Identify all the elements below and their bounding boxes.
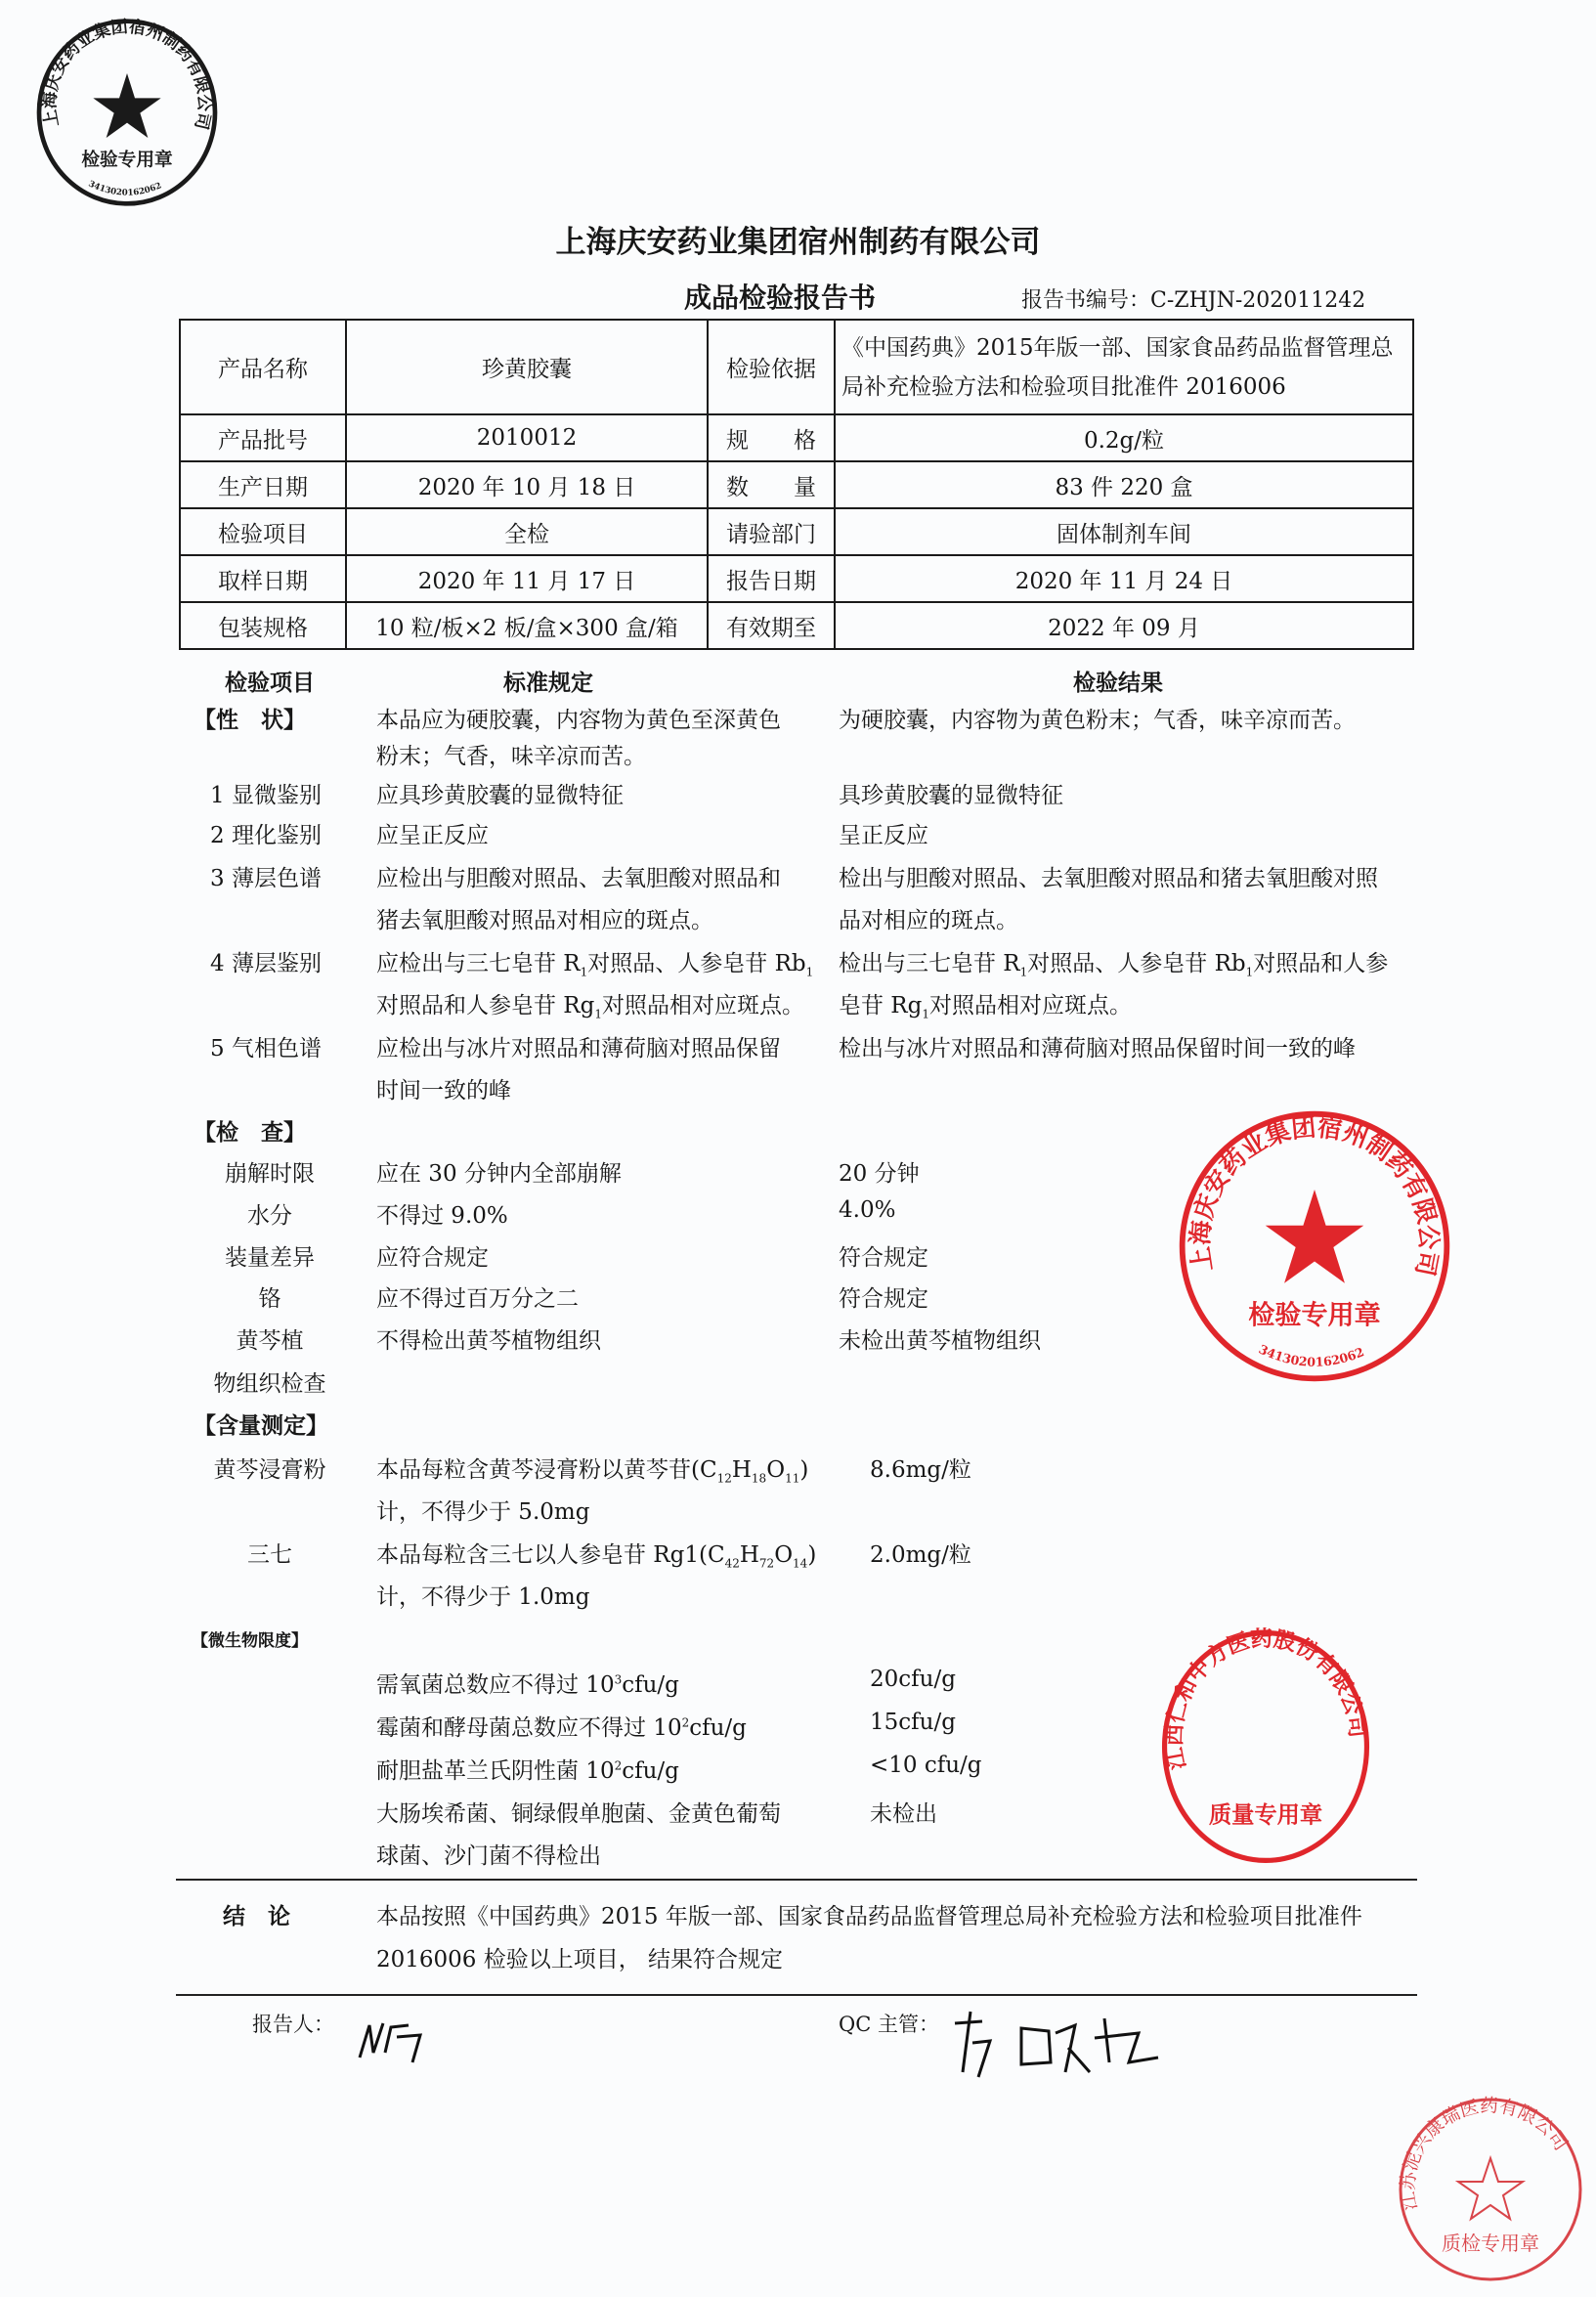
- text-part: 耐胆盐革兰氏阴性菌 10: [376, 1758, 615, 1784]
- standard-text: 应符合规定: [376, 1245, 489, 1271]
- standard-text: 应检出与冰片对照品和薄荷脑对照品保留: [376, 1036, 781, 1062]
- text-part: 对照品相对应斑点。: [602, 993, 804, 1018]
- subscript: 11: [785, 1471, 800, 1486]
- item-label: 3 薄层色谱: [210, 866, 322, 891]
- result-text: 20 分钟: [839, 1161, 920, 1187]
- standard-text: 应呈正反应: [376, 823, 489, 848]
- subscript: 1: [594, 1007, 602, 1021]
- report-date-label: 报告日期: [708, 555, 835, 602]
- expiry-label: 有效期至: [708, 602, 835, 649]
- stamp-ring-text: 上海庆安药业集团宿州制药有限公司: [40, 17, 214, 132]
- spec: 0.2g/粒: [835, 414, 1413, 461]
- stamp-center-text: 质量专用章: [1208, 1801, 1323, 1829]
- sample-date: 2020 年 11 月 17 日: [346, 555, 708, 602]
- superscript: 2: [614, 1758, 623, 1773]
- stamp-ring-text: 江苏泥兴康瑞医药有限公司: [1397, 2095, 1573, 2212]
- standard-text: [376, 1753, 679, 1785]
- standard-text: [376, 1537, 816, 1569]
- text-part: 检出与三七皂苷 R: [839, 951, 1020, 976]
- conclusion-text: 本品按照《中国药典》2015 年版一部、国家食品药品监督管理总局补充检验方法和检验项目批准件: [376, 1904, 1362, 1929]
- text-part: 应检出与三七皂苷 R: [376, 951, 581, 976]
- subscript: 72: [758, 1556, 775, 1571]
- section-micro: 【微生物限度】: [192, 1631, 308, 1651]
- result-text: 2.0mg/粒: [870, 1542, 971, 1568]
- subscript: 1: [1019, 965, 1028, 979]
- subscript: 1: [1245, 965, 1254, 979]
- item-label: 崩解时限: [225, 1161, 315, 1187]
- svg-text:3413020162062: [87, 179, 163, 197]
- text-part: 霉菌和酵母菌总数应不得过 10: [376, 1715, 682, 1741]
- divider: [176, 1994, 1417, 1996]
- item-label: 1 显微鉴别: [210, 783, 322, 808]
- text-part: 本品每粒含三七以人参皂苷 Rg1(C: [376, 1542, 725, 1568]
- subscript: 42: [724, 1556, 740, 1571]
- result-text: 符合规定: [839, 1286, 928, 1312]
- mfg-date-label: 生产日期: [180, 461, 346, 508]
- report-number-value: C-ZHJN-202011242: [1150, 288, 1366, 313]
- standard-text: 不得检出黄芩植物组织: [376, 1328, 601, 1354]
- qc-signature: [943, 2004, 1168, 2087]
- standard-text: [376, 987, 804, 1019]
- superscript: 3: [614, 1672, 623, 1687]
- conclusion-text: 2016006 检验以上项目， 结果符合规定: [376, 1947, 784, 1972]
- standard-text: [376, 1667, 679, 1699]
- batch: 2010012: [346, 414, 708, 461]
- result-text: 呈正反应: [839, 823, 928, 848]
- col-result-header: 检验结果: [1073, 670, 1163, 696]
- item-label: 装量差异: [225, 1245, 315, 1271]
- black-inspection-stamp: [29, 15, 225, 210]
- standard-text: 大肠埃希菌、铜绿假单胞菌、金黄色葡萄: [376, 1801, 781, 1827]
- result-text: 8.6mg/粒: [870, 1457, 971, 1483]
- col-item-header: 检验项目: [225, 670, 315, 696]
- report-number-label: 报告书编号：: [1021, 288, 1151, 313]
- text-part: 皂苷 Rg: [839, 993, 923, 1018]
- result-text: 品对相应的斑点。: [839, 908, 1018, 933]
- subscript: 1: [805, 965, 814, 979]
- svg-text:江苏泥兴康瑞医药有限公司: [1398, 2095, 1573, 2212]
- product-info-table: [179, 319, 1414, 650]
- result-text: 15cfu/g: [870, 1710, 956, 1735]
- basis-line: 《中国药典》2015年版一部、国家食品药品监督管理总: [841, 334, 1394, 361]
- item-label: 黄芩植: [236, 1328, 304, 1354]
- text-part: 需氧菌总数应不得过 10: [376, 1672, 615, 1698]
- standard-text: 球菌、沙门菌不得检出: [376, 1843, 601, 1869]
- package: 10 粒/板×2 板/盒×300 盒/箱: [346, 602, 708, 649]
- stamp-ring-text: 上海庆安药业集团宿州制药有限公司: [1185, 1111, 1445, 1279]
- text-part: 对照品和人参皂苷 Rg: [376, 993, 595, 1018]
- standard-text: 应在 30 分钟内全部崩解: [376, 1161, 622, 1187]
- mfg-date: 2020 年 10 月 18 日: [346, 461, 708, 508]
- dept-label: 请验部门: [708, 508, 835, 555]
- stamp-code-text: 3413020162062: [1256, 1341, 1366, 1369]
- svg-text:江西仁和中方医药股份有限公司: [1161, 1626, 1369, 1772]
- result-text: 检出与冰片对照品和薄荷脑对照品保留时间一致的峰: [839, 1036, 1356, 1062]
- standard-text: 本品应为硬胶囊，内容物为黄色至深黄色: [376, 708, 781, 733]
- item-label: 三七: [247, 1542, 292, 1568]
- standard-text: 猪去氧胆酸对照品对相应的斑点。: [376, 908, 713, 933]
- standard-text: 时间一致的峰: [376, 1078, 511, 1104]
- basis-line: 局补充检验方法和检验项目批准件 2016006: [841, 373, 1286, 400]
- text-part: cfu/g: [622, 1758, 679, 1784]
- divider: [176, 1879, 1417, 1881]
- item-label: 铬: [258, 1286, 281, 1312]
- red-inspection-stamp: [1173, 1105, 1456, 1388]
- result-text: 未检出黄芩植物组织: [839, 1328, 1041, 1354]
- result-text: 具珍黄胶囊的显微特征: [839, 783, 1063, 808]
- text-part: ): [799, 1457, 809, 1483]
- text-part: O: [774, 1542, 794, 1568]
- text-part: 对照品和人参: [1253, 951, 1389, 976]
- reporter-signature: [352, 2014, 440, 2072]
- section-assay: 【含量测定】: [194, 1412, 328, 1439]
- result-text: [839, 945, 1388, 977]
- result-text: 未检出: [870, 1801, 937, 1827]
- item-label: 物组织检查: [213, 1371, 326, 1397]
- subscript: 18: [751, 1471, 767, 1486]
- standard-text: 粉末；气香，味辛凉而苦。: [376, 744, 646, 769]
- subscript: 12: [716, 1471, 732, 1486]
- result-text: 4.0%: [839, 1197, 896, 1223]
- text-part: ): [807, 1542, 817, 1568]
- stamp-ring-text: 江西仁和中方医药股份有限公司: [1161, 1625, 1370, 1772]
- subscript: 14: [793, 1556, 808, 1571]
- item-label: 2 理化鉴别: [210, 823, 322, 848]
- stamp-center-text: 检验专用章: [1248, 1300, 1381, 1331]
- dept: 固体制剂车间: [835, 508, 1413, 555]
- result-text: [839, 987, 1132, 1019]
- red-quality-stamp: [1153, 1625, 1378, 1869]
- standard-text: 计，不得少于 1.0mg: [376, 1584, 590, 1610]
- item-label: 4 薄层鉴别: [210, 951, 322, 976]
- basis-label: 检验依据: [708, 320, 835, 414]
- company-name: 上海庆安药业集团宿州制药有限公司: [555, 225, 1041, 260]
- items: 全检: [346, 508, 708, 555]
- standard-text: 应具珍黄胶囊的显微特征: [376, 783, 624, 808]
- col-standard-header: 标准规定: [503, 670, 593, 696]
- stamp-center-text: 质检专用章: [1442, 2232, 1539, 2255]
- text-part: 本品每粒含黄芩浸膏粉以黄芩苷(C: [376, 1457, 717, 1483]
- red-qc-stamp: [1393, 2092, 1588, 2287]
- result-text: 符合规定: [839, 1245, 928, 1271]
- items-label: 检验项目: [180, 508, 346, 555]
- item-label: 水分: [247, 1203, 292, 1229]
- package-label: 包装规格: [180, 602, 346, 649]
- superscript: 2: [681, 1715, 690, 1730]
- text-part: O: [766, 1457, 786, 1483]
- report-title: 成品检验报告书: [684, 282, 877, 314]
- result-text: 为硬胶囊，内容物为黄色粉末；气香，味辛凉而苦。: [839, 708, 1356, 733]
- product-name-label: 产品名称: [180, 320, 346, 414]
- batch-label: 产品批号: [180, 414, 346, 461]
- report-date: 2020 年 11 月 24 日: [835, 555, 1413, 602]
- expiry: 2022 年 09 月: [835, 602, 1413, 649]
- qc-label: QC 主管：: [839, 2013, 939, 2036]
- standard-text: [376, 945, 813, 977]
- text-part: 对照品、人参皂苷 Rb: [1027, 951, 1246, 976]
- result-text: <10 cfu/g: [870, 1753, 982, 1778]
- subscript: 1: [580, 965, 588, 979]
- product-name: 珍黄胶囊: [346, 320, 708, 414]
- text-part: 对照品相对应斑点。: [929, 993, 1132, 1018]
- text-part: cfu/g: [689, 1715, 747, 1741]
- standard-text: 应不得过百万分之二: [376, 1286, 579, 1312]
- reporter-label: 报告人：: [252, 2013, 334, 2036]
- text-part: 对照品、人参皂苷 Rb: [587, 951, 806, 976]
- result-text: 检出与胆酸对照品、去氧胆酸对照品和猪去氧胆酸对照: [839, 866, 1378, 891]
- qty: 83 件 220 盒: [835, 461, 1413, 508]
- result-text: 20cfu/g: [870, 1667, 956, 1692]
- subscript: 1: [922, 1007, 929, 1021]
- item-label: 5 气相色谱: [210, 1036, 322, 1062]
- qty-label: 数 量: [708, 461, 835, 508]
- conclusion-label: 结 论: [223, 1903, 290, 1929]
- standard-text: [376, 1710, 747, 1742]
- stamp-center-text: 检验专用章: [81, 149, 173, 171]
- standard-text: 计，不得少于 5.0mg: [376, 1499, 590, 1525]
- text-part: H: [739, 1542, 759, 1568]
- section-check: 【检 查】: [194, 1119, 306, 1146]
- text-part: H: [731, 1457, 752, 1483]
- stamp-code-text: 3413020162062: [86, 179, 163, 198]
- text-part: cfu/g: [622, 1672, 679, 1698]
- section-character: 【性 状】: [194, 707, 306, 733]
- standard-text: 不得过 9.0%: [376, 1203, 508, 1229]
- svg-text:3413020162062: [1257, 1341, 1366, 1368]
- sample-date-label: 取样日期: [180, 555, 346, 602]
- basis-value: [835, 320, 1413, 414]
- standard-text: [376, 1452, 808, 1484]
- item-label: 黄芩浸膏粉: [213, 1457, 326, 1483]
- spec-label: 规 格: [708, 414, 835, 461]
- standard-text: 应检出与胆酸对照品、去氧胆酸对照品和: [376, 866, 781, 891]
- report-number: [1021, 283, 1365, 314]
